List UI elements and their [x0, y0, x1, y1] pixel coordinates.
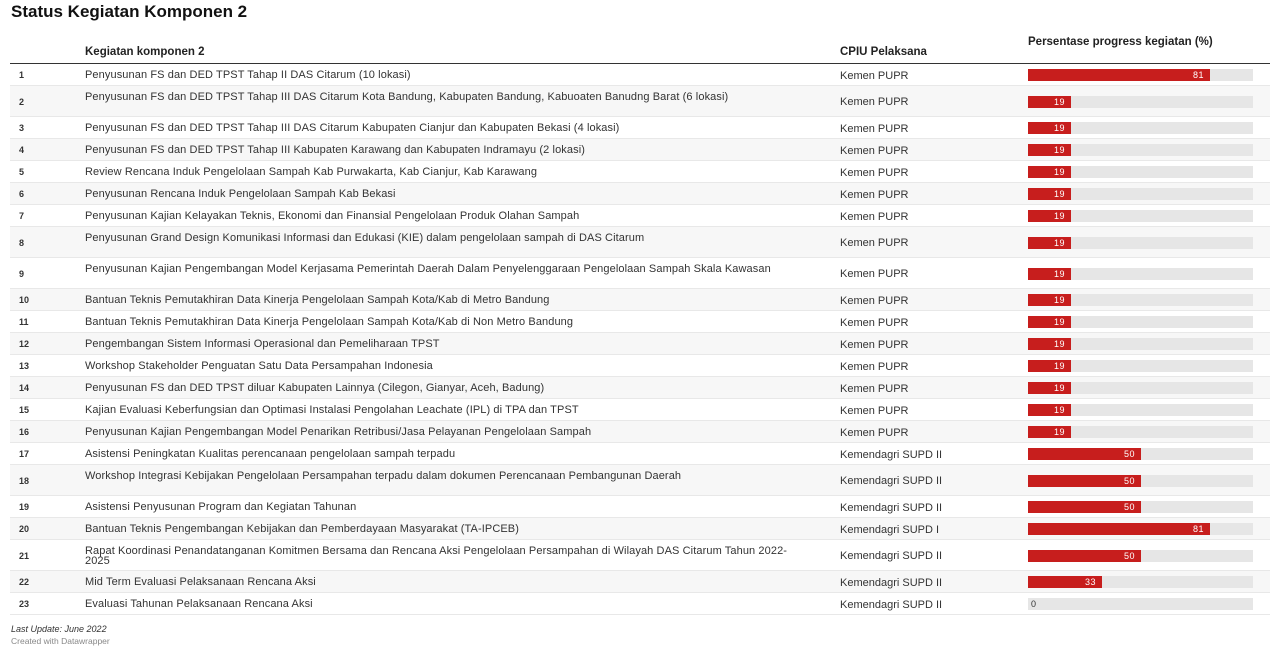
row-kegiatan: Penyusunan FS dan DED TPST Tahap III DAS Citarum Kota Bandung, Kabupaten Bandung, Kabuoaten Banudng Barat (6 lokasi): [85, 91, 729, 103]
progress-track: [1028, 122, 1253, 134]
row-number: 7: [19, 211, 25, 221]
progress-track: [1028, 96, 1253, 108]
table-row: [10, 540, 1270, 571]
table-row: [10, 183, 1270, 205]
row-kegiatan: Bantuan Teknis Pengembangan Kebijakan dan Pemberdayaan Masyarakat (TA-IPCEB): [85, 523, 519, 535]
table-row: [10, 227, 1270, 258]
progress-label: 33: [1085, 577, 1097, 587]
row-pelaksana: Kemen PUPR: [840, 211, 909, 223]
progress-label: 19: [1054, 145, 1066, 155]
progress-label: 19: [1054, 269, 1066, 279]
progress-label: 50: [1124, 551, 1136, 561]
progress-label: 19: [1054, 238, 1066, 248]
row-kegiatan: Penyusunan FS dan DED TPST Tahap III Kabupaten Karawang dan Kabupaten Indramayu (2 lokasi): [85, 144, 586, 156]
progress-label: 50: [1124, 476, 1136, 486]
row-number: 3: [19, 123, 25, 133]
row-pelaksana: Kemendagri SUPD II: [840, 599, 943, 611]
row-pelaksana: Kemendagri SUPD II: [840, 577, 943, 589]
table-row: [10, 593, 1270, 615]
row-number: 19: [19, 502, 30, 512]
progress-track: [1028, 69, 1253, 81]
table-row: [10, 117, 1270, 139]
progress-track: [1028, 210, 1253, 222]
progress-label: 19: [1054, 339, 1066, 349]
row-pelaksana: Kemen PUPR: [840, 145, 909, 157]
row-pelaksana: Kemen PUPR: [840, 317, 909, 329]
progress-label: 19: [1054, 317, 1066, 327]
progress-bar: [1028, 523, 1210, 535]
row-kegiatan: Penyusunan FS dan DED TPST Tahap II DAS Citarum (10 lokasi): [85, 69, 411, 81]
progress-track: [1028, 294, 1253, 306]
progress-track: [1028, 166, 1253, 178]
progress-label: 19: [1054, 427, 1066, 437]
progress-bar: [1028, 69, 1210, 81]
row-number: 15: [19, 405, 30, 415]
progress-track: [1028, 188, 1253, 200]
progress-track: [1028, 404, 1253, 416]
progress-track: [1028, 576, 1253, 588]
row-number: 11: [19, 317, 29, 327]
progress-track: [1028, 523, 1253, 535]
progress-track: [1028, 501, 1253, 513]
progress-label: 81: [1193, 524, 1205, 534]
progress-track: [1028, 382, 1253, 394]
progress-track: [1028, 598, 1253, 610]
row-pelaksana: Kemendagri SUPD II: [840, 449, 943, 461]
row-number: 14: [19, 383, 30, 393]
header-kegiatan[interactable]: Kegiatan komponen 2: [85, 46, 205, 58]
table-row: [10, 311, 1270, 333]
row-kegiatan: Pengembangan Sistem Informasi Operasional dan Pemeliharaan TPST: [85, 338, 440, 350]
row-kegiatan: Review Rencana Induk Pengelolaan Sampah Kab Purwakarta, Kab Cianjur, Kab Karawang: [85, 166, 538, 178]
row-kegiatan: Penyusunan Kajian Kelayakan Teknis, Ekonomi dan Finansial Pengelolaan Produk Olahan Sampah: [85, 210, 580, 222]
row-pelaksana: Kemen PUPR: [840, 237, 909, 249]
row-number: 12: [19, 339, 30, 349]
row-number: 20: [19, 524, 30, 534]
footer-notes: Last Update: June 2022: [11, 624, 107, 634]
row-pelaksana: Kemendagri SUPD II: [840, 502, 943, 514]
progress-label: 19: [1054, 405, 1066, 415]
table-row: [10, 421, 1270, 443]
row-kegiatan: Bantuan Teknis Pemutakhiran Data Kinerja Pengelolaan Sampah Kota/Kab di Non Metro Bandung: [85, 316, 574, 328]
row-number: 10: [19, 295, 30, 305]
table-row: [10, 289, 1270, 311]
row-pelaksana: Kemen PUPR: [840, 405, 909, 417]
progress-label: 50: [1124, 502, 1136, 512]
row-pelaksana: Kemen PUPR: [840, 339, 909, 351]
row-number: 4: [19, 145, 25, 155]
row-kegiatan: Penyusunan Grand Design Komunikasi Informasi dan Edukasi (KIE) dalam pengelolaan sampah di DAS Citarum: [85, 232, 645, 244]
row-number: 21: [19, 551, 30, 561]
progress-label: 50: [1124, 449, 1136, 459]
row-number: 16: [19, 427, 30, 437]
row-kegiatan: Penyusunan FS dan DED TPST Tahap III DAS Citarum Kabupaten Cianjur dan Kabupaten Bekasi (4 lokasi): [85, 122, 620, 134]
progress-label: 19: [1054, 123, 1066, 133]
row-number: 22: [19, 577, 30, 587]
progress-label: 19: [1054, 383, 1066, 393]
row-number: 8: [19, 238, 25, 248]
table-row: [10, 443, 1270, 465]
header-progress[interactable]: Persentase progress kegiatan (%): [1028, 36, 1213, 48]
row-number: 6: [19, 189, 25, 199]
row-number: 17: [19, 449, 30, 459]
row-kegiatan: Asistensi Peningkatan Kualitas perencanaan pengelolaan sampah terpadu: [85, 448, 456, 460]
row-pelaksana: Kemen PUPR: [840, 268, 909, 280]
row-kegiatan: Evaluasi Tahunan Pelaksanaan Rencana Aksi: [85, 598, 313, 610]
progress-label: 0: [1031, 599, 1037, 609]
row-pelaksana: Kemendagri SUPD I: [840, 524, 940, 536]
row-number: 23: [19, 599, 30, 609]
row-kegiatan: Bantuan Teknis Pemutakhiran Data Kinerja Pengelolaan Sampah Kota/Kab di Metro Bandung: [85, 294, 550, 306]
table-row: [10, 465, 1270, 496]
progress-track: [1028, 338, 1253, 350]
row-kegiatan: Kajian Evaluasi Keberfungsian dan Optimasi Instalasi Pengolahan Leachate (IPL) di TPA dan TPST: [85, 404, 579, 416]
row-kegiatan: Workshop Integrasi Kebijakan Pengelolaan Persampahan terpadu dalam dokumen Perencanaan Pembangunan Daerah: [85, 470, 682, 482]
chart-title: Status Kegiatan Komponen 2: [11, 2, 248, 21]
progress-track: [1028, 316, 1253, 328]
row-kegiatan: Penyusunan FS dan DED TPST diluar Kabupaten Lainnya (Cilegon, Gianyar, Aceh, Badung): [85, 382, 545, 394]
progress-label: 19: [1054, 97, 1066, 107]
row-number: 5: [19, 167, 25, 177]
progress-track: [1028, 144, 1253, 156]
row-pelaksana: Kemendagri SUPD II: [840, 475, 943, 487]
row-number: 2: [19, 97, 25, 107]
row-pelaksana: Kemen PUPR: [840, 361, 909, 373]
table-row: [10, 161, 1270, 183]
row-pelaksana: Kemen PUPR: [840, 96, 909, 108]
table-row: [10, 399, 1270, 421]
row-number: 9: [19, 269, 25, 279]
table-row: [10, 258, 1270, 289]
progress-label: 19: [1054, 189, 1066, 199]
row-pelaksana: Kemen PUPR: [840, 383, 909, 395]
row-number: 1: [19, 70, 25, 80]
table-row: [10, 355, 1270, 377]
row-number: 13: [19, 361, 30, 371]
row-kegiatan: Rapat Koordinasi Penandatanganan Komitmen Bersama dan Rencana Aksi Pengelolaan Persampahan di Wilayah DAS Citarum Tahun 2022-2025: [85, 545, 788, 567]
progress-track: [1028, 426, 1253, 438]
footer-credit: Created with Datawrapper: [11, 636, 110, 646]
row-kegiatan: Asistensi Penyusunan Program dan Kegiatan Tahunan: [85, 501, 357, 513]
table-row: [10, 86, 1270, 117]
row-pelaksana: Kemen PUPR: [840, 123, 909, 135]
progress-track: [1028, 360, 1253, 372]
table-row: [10, 496, 1270, 518]
table-row: [10, 518, 1270, 540]
progress-track: [1028, 475, 1253, 487]
progress-label: 81: [1193, 70, 1205, 80]
row-pelaksana: Kemen PUPR: [840, 189, 909, 201]
table-row: [10, 333, 1270, 355]
progress-label: 19: [1054, 361, 1066, 371]
row-pelaksana: Kemendagri SUPD II: [840, 550, 943, 562]
row-pelaksana: Kemen PUPR: [840, 167, 909, 179]
row-kegiatan: Penyusunan Rencana Induk Pengelolaan Sampah Kab Bekasi: [85, 188, 396, 200]
row-kegiatan: Workshop Stakeholder Penguatan Satu Data Persampahan Indonesia: [85, 360, 433, 372]
progress-track: [1028, 550, 1253, 562]
row-kegiatan: Penyusunan Kajian Pengembangan Model Penarikan Retribusi/Jasa Pelayanan Pengelolaan Sampah: [85, 426, 592, 438]
row-pelaksana: Kemen PUPR: [840, 295, 909, 307]
table-row: [10, 205, 1270, 227]
row-pelaksana: Kemen PUPR: [840, 427, 909, 439]
progress-track: [1028, 268, 1253, 280]
progress-label: 19: [1054, 295, 1066, 305]
table-row: [10, 571, 1270, 593]
row-pelaksana: Kemen PUPR: [840, 70, 909, 82]
header-pelaksana[interactable]: CPIU Pelaksana: [840, 46, 927, 58]
progress-label: 19: [1054, 211, 1066, 221]
progress-label: 19: [1054, 167, 1066, 177]
table-row: [10, 377, 1270, 399]
progress-track: [1028, 448, 1253, 460]
table-row: [10, 139, 1270, 161]
row-kegiatan: Mid Term Evaluasi Pelaksanaan Rencana Aksi: [85, 576, 316, 588]
row-kegiatan: Penyusunan Kajian Pengembangan Model Kerjasama Pemerintah Daerah Dalam Penyelenggaraan Pengelolaan Sampah Skala Kawasan: [85, 263, 771, 275]
row-number: 18: [19, 476, 30, 486]
progress-track: [1028, 237, 1253, 249]
table-row: [10, 64, 1270, 86]
